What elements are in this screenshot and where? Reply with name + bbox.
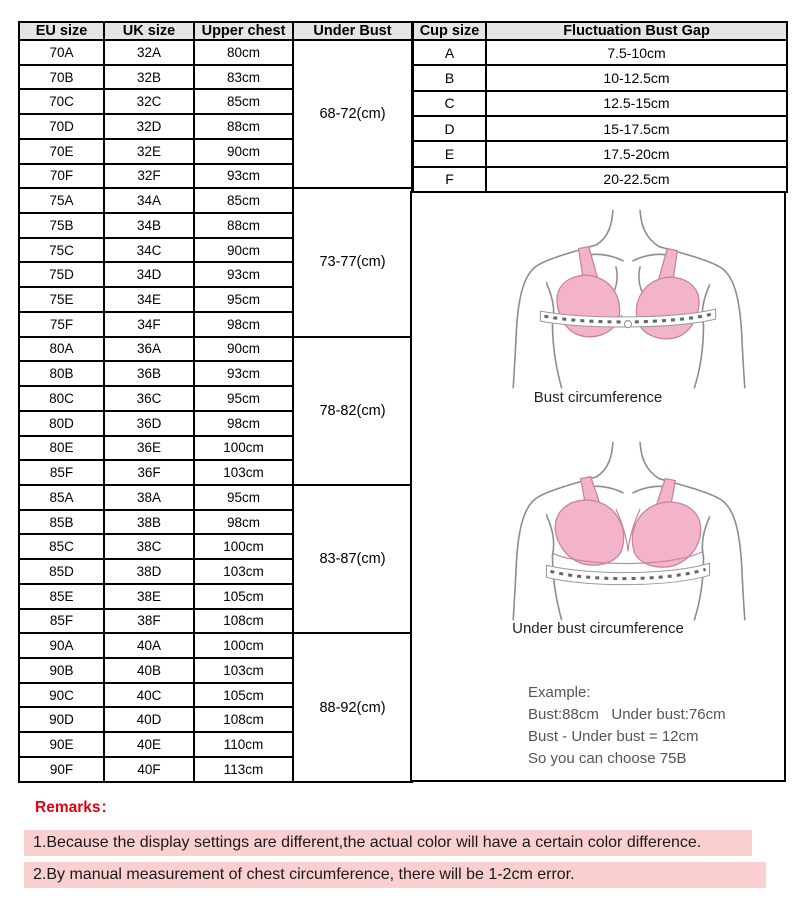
- cell-bust-gap: 20-22.5cm: [486, 167, 787, 192]
- cell-uk-size: 40E: [104, 732, 194, 757]
- cell-eu-size: 80A: [19, 337, 104, 362]
- cell-uk-size: 32A: [104, 40, 194, 65]
- cell-upper-chest: 103cm: [194, 460, 293, 485]
- cell-eu-size: 85F: [19, 609, 104, 634]
- cell-upper-chest: 93cm: [194, 262, 293, 287]
- cell-eu-size: 85C: [19, 534, 104, 559]
- cell-eu-size: 85F: [19, 460, 104, 485]
- cell-upper-chest: 103cm: [194, 559, 293, 584]
- cup-table-row: [413, 65, 787, 90]
- cell-upper-chest: 88cm: [194, 213, 293, 238]
- cell-uk-size: 36B: [104, 361, 194, 386]
- size-table-header-row: [19, 22, 412, 40]
- size-table-row: [19, 40, 412, 65]
- cell-uk-size: 32D: [104, 114, 194, 139]
- cell-uk-size: 34D: [104, 262, 194, 287]
- size-table-header: UK size: [104, 22, 194, 40]
- cell-uk-size: 40C: [104, 683, 194, 708]
- cell-upper-chest: 95cm: [194, 386, 293, 411]
- bust-measurement-illustration: [482, 205, 774, 389]
- cell-uk-size: 34A: [104, 188, 194, 213]
- size-table-row: [19, 337, 412, 362]
- example-line: Example:: [528, 684, 591, 701]
- cell-upper-chest: 100cm: [194, 534, 293, 559]
- cup-table: [412, 21, 788, 193]
- cell-uk-size: 38F: [104, 609, 194, 634]
- under-bust-caption: Under bust circumference: [512, 620, 684, 637]
- cell-uk-size: 32E: [104, 139, 194, 164]
- cell-uk-size: 32B: [104, 65, 194, 90]
- cell-upper-chest: 108cm: [194, 707, 293, 732]
- cell-uk-size: 38A: [104, 485, 194, 510]
- cell-eu-size: 90B: [19, 658, 104, 683]
- cell-upper-chest: 93cm: [194, 164, 293, 189]
- cell-upper-chest: 80cm: [194, 40, 293, 65]
- cell-eu-size: 90D: [19, 707, 104, 732]
- cup-table-header-row: [413, 22, 787, 40]
- bust-caption: Bust circumference: [533, 389, 663, 406]
- cell-uk-size: 40A: [104, 633, 194, 658]
- cell-eu-size: 85E: [19, 584, 104, 609]
- cell-cup-size: F: [413, 167, 486, 192]
- cell-upper-chest: 85cm: [194, 188, 293, 213]
- cell-upper-chest: 83cm: [194, 65, 293, 90]
- cell-upper-chest: 90cm: [194, 238, 293, 263]
- cell-upper-chest: 100cm: [194, 633, 293, 658]
- cell-bust-gap: 12.5-15cm: [486, 91, 787, 116]
- cell-eu-size: 85D: [19, 559, 104, 584]
- cell-eu-size: 80C: [19, 386, 104, 411]
- cell-bust-gap: 17.5-20cm: [486, 141, 787, 166]
- remark-item-1: 1.Because the display settings are different,the actual color will have a certain color difference.: [24, 830, 752, 856]
- size-table-row: [19, 633, 412, 658]
- cell-upper-chest: 103cm: [194, 658, 293, 683]
- cell-bust-gap: 10-12.5cm: [486, 65, 787, 90]
- cell-under-bust: 88-92(cm): [293, 633, 412, 782]
- cell-uk-size: 40B: [104, 658, 194, 683]
- remarks-title: Remarks：: [35, 799, 116, 816]
- cell-eu-size: 80B: [19, 361, 104, 386]
- cell-upper-chest: 110cm: [194, 732, 293, 757]
- cell-uk-size: 36E: [104, 436, 194, 461]
- size-table-header: Under Bust: [293, 22, 412, 40]
- cell-upper-chest: 95cm: [194, 287, 293, 312]
- cell-under-bust: 83-87(cm): [293, 485, 412, 633]
- cell-upper-chest: 95cm: [194, 485, 293, 510]
- under-bust-measurement-illustration: [482, 437, 774, 621]
- cell-eu-size: 80E: [19, 436, 104, 461]
- cup-table-header: Fluctuation Bust Gap: [486, 22, 787, 40]
- measurement-panel: [410, 191, 786, 782]
- cell-eu-size: 70E: [19, 139, 104, 164]
- size-table-header: Upper chest: [194, 22, 293, 40]
- cell-upper-chest: 108cm: [194, 609, 293, 634]
- cell-upper-chest: 98cm: [194, 312, 293, 337]
- size-table-row: [19, 188, 412, 213]
- cell-upper-chest: 113cm: [194, 757, 293, 782]
- cup-table-row: [413, 116, 787, 141]
- example-line: So you can choose 75B: [528, 750, 687, 767]
- cell-uk-size: 32C: [104, 89, 194, 114]
- cell-uk-size: 36D: [104, 411, 194, 436]
- cell-uk-size: 38E: [104, 584, 194, 609]
- cup-table-row: [413, 91, 787, 116]
- cell-upper-chest: 105cm: [194, 683, 293, 708]
- cell-eu-size: 70B: [19, 65, 104, 90]
- cell-upper-chest: 90cm: [194, 337, 293, 362]
- cell-eu-size: 75A: [19, 188, 104, 213]
- cell-uk-size: 36F: [104, 460, 194, 485]
- cell-uk-size: 34C: [104, 238, 194, 263]
- remark-item-2: 2.By manual measurement of chest circumference, there will be 1-2cm error.: [24, 862, 766, 888]
- cell-eu-size: 85B: [19, 510, 104, 535]
- cell-upper-chest: 93cm: [194, 361, 293, 386]
- cell-uk-size: 38D: [104, 559, 194, 584]
- cell-cup-size: D: [413, 116, 486, 141]
- cup-table-header: Cup size: [413, 22, 486, 40]
- cell-under-bust: 78-82(cm): [293, 337, 412, 485]
- cell-cup-size: B: [413, 65, 486, 90]
- cell-uk-size: 34F: [104, 312, 194, 337]
- cell-eu-size: 75F: [19, 312, 104, 337]
- cell-eu-size: 75C: [19, 238, 104, 263]
- cell-uk-size: 40F: [104, 757, 194, 782]
- cell-cup-size: A: [413, 40, 486, 65]
- cell-eu-size: 75D: [19, 262, 104, 287]
- cell-uk-size: 34B: [104, 213, 194, 238]
- cell-upper-chest: 85cm: [194, 89, 293, 114]
- cell-eu-size: 85A: [19, 485, 104, 510]
- cell-eu-size: 90A: [19, 633, 104, 658]
- cell-under-bust: 68-72(cm): [293, 40, 412, 188]
- cell-eu-size: 70A: [19, 40, 104, 65]
- cell-uk-size: 34E: [104, 287, 194, 312]
- cell-cup-size: C: [413, 91, 486, 116]
- cell-eu-size: 75E: [19, 287, 104, 312]
- example-text: [528, 682, 726, 770]
- cell-eu-size: 80D: [19, 411, 104, 436]
- cell-uk-size: 36A: [104, 337, 194, 362]
- cell-uk-size: 36C: [104, 386, 194, 411]
- cup-table-row: [413, 141, 787, 166]
- cell-eu-size: 75B: [19, 213, 104, 238]
- cell-upper-chest: 98cm: [194, 411, 293, 436]
- cell-eu-size: 90C: [19, 683, 104, 708]
- cell-upper-chest: 105cm: [194, 584, 293, 609]
- cell-bust-gap: 15-17.5cm: [486, 116, 787, 141]
- cup-table-row: [413, 167, 787, 192]
- size-table-header: EU size: [19, 22, 104, 40]
- example-line: Bust:88cm Under bust:76cm: [528, 706, 726, 723]
- cell-eu-size: 70D: [19, 114, 104, 139]
- cell-eu-size: 70F: [19, 164, 104, 189]
- cell-uk-size: 38B: [104, 510, 194, 535]
- cell-eu-size: 90E: [19, 732, 104, 757]
- example-line: Bust - Under bust = 12cm: [528, 728, 699, 745]
- cell-upper-chest: 90cm: [194, 139, 293, 164]
- size-table: [18, 21, 413, 783]
- size-table-row: [19, 485, 412, 510]
- cell-bust-gap: 7.5-10cm: [486, 40, 787, 65]
- cell-under-bust: 73-77(cm): [293, 188, 412, 336]
- cell-upper-chest: 88cm: [194, 114, 293, 139]
- cell-eu-size: 70C: [19, 89, 104, 114]
- cell-uk-size: 32F: [104, 164, 194, 189]
- cell-uk-size: 40D: [104, 707, 194, 732]
- cell-eu-size: 90F: [19, 757, 104, 782]
- cell-uk-size: 38C: [104, 534, 194, 559]
- cell-upper-chest: 98cm: [194, 510, 293, 535]
- cell-upper-chest: 100cm: [194, 436, 293, 461]
- cup-table-row: [413, 40, 787, 65]
- cell-cup-size: E: [413, 141, 486, 166]
